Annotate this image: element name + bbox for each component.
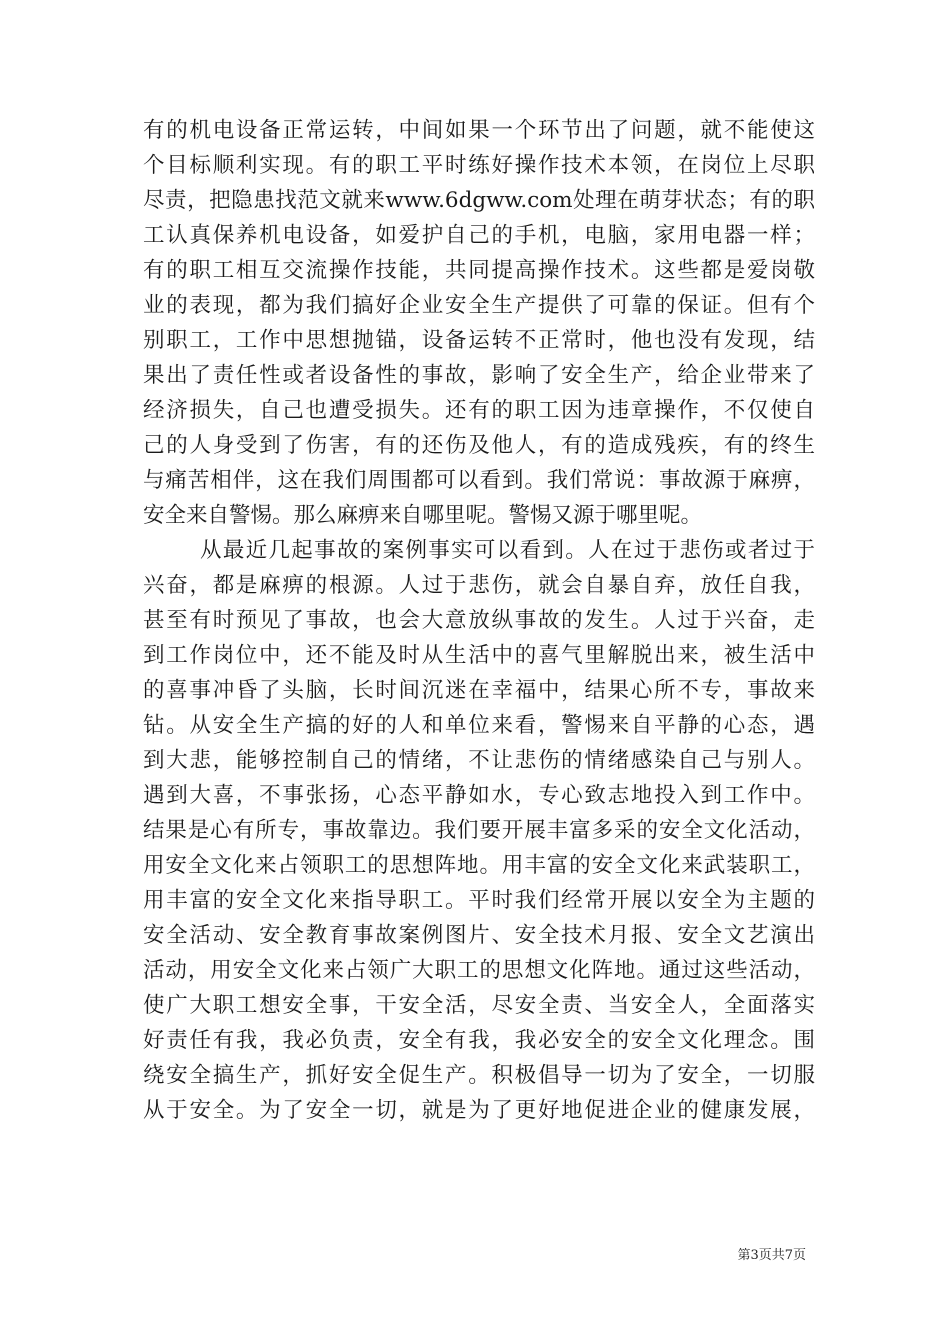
text-line: 的喜事冲昏了头脑，长时间沉迷在幸福中，结果心所不专，事故来	[143, 678, 815, 703]
page-number: 第3页共7页	[737, 1248, 806, 1263]
text-line: 有的职工相互交流操作技能，共同提高操作技术。这些都是爱岗敬	[143, 258, 815, 283]
text-line: 个目标顺利实现。有的职工平时练好操作技术本领，在岗位上尽职	[143, 153, 815, 178]
text-line: 遇到大喜，不事张扬，心态平静如水，专心致志地投入到工作中。	[143, 783, 815, 808]
text-line: 兴奋，都是麻痹的根源。人过于悲伤，就会自暴自弃，放任自我，	[143, 573, 815, 598]
text-line: 甚至有时预见了事故，也会大意放纵事故的发生。人过于兴奋，走	[143, 608, 815, 633]
text-line: 用安全文化来占领职工的思想阵地。用丰富的安全文化来武装职工，	[143, 853, 815, 878]
document-body	[143, 113, 815, 1128]
text-line: 用丰富的安全文化来指导职工。平时我们经常开展以安全为主题的	[143, 888, 815, 913]
text-line: 业的表现，都为我们搞好企业安全生产提供了可靠的保证。但有个	[143, 293, 815, 318]
text-line: 有的机电设备正常运转，中间如果一个环节出了问题，就不能使这	[143, 118, 815, 143]
text-line: 己的人身受到了伤害，有的还伤及他人，有的造成残疾，有的终生	[143, 433, 815, 458]
text-line: 结果是心有所专，事故靠边。我们要开展丰富多采的安全文化活动，	[143, 818, 815, 843]
text-line: 从最近几起事故的案例事实可以看到。人在过于悲伤或者过于	[200, 538, 815, 563]
text-line: 尽责，把隐患找范文就来www.6dgww.com处理在萌芽状态；有的职	[143, 188, 815, 213]
text-line: 从于安全。为了安全一切，就是为了更好地促进企业的健康发展，	[143, 1098, 815, 1123]
text-line: 活动，用安全文化来占领广大职工的思想文化阵地。通过这些活动，	[143, 958, 815, 983]
text-line: 果出了责任性或者设备性的事故，影响了安全生产，给企业带来了	[143, 363, 815, 388]
paragraph	[143, 533, 815, 1128]
text-line: 安全来自警惕。那么麻痹来自哪里呢。警惕又源于哪里呢。	[143, 503, 703, 528]
text-line: 经济损失，自己也遭受损失。还有的职工因为违章操作，不仅使自	[143, 398, 815, 423]
text-line: 使广大职工想安全事，干安全活，尽安全责、当安全人，全面落实	[143, 993, 815, 1018]
text-line: 安全活动、安全教育事故案例图片、安全技术月报、安全文艺演出	[143, 923, 815, 948]
paragraph	[143, 113, 815, 533]
text-line: 好责任有我，我必负责，安全有我，我必安全的安全文化理念。围	[143, 1028, 815, 1053]
text-line: 绕安全搞生产，抓好安全促生产。积极倡导一切为了安全，一切服	[143, 1063, 815, 1088]
text-line: 钻。从安全生产搞的好的人和单位来看，警惕来自平静的心态，遇	[143, 713, 815, 738]
text-line: 与痛苦相伴，这在我们周围都可以看到。我们常说：事故源于麻痹，	[143, 468, 815, 493]
text-line: 到大悲，能够控制自己的情绪，不让悲伤的情绪感染自己与别人。	[143, 748, 815, 773]
text-line: 别职工，工作中思想抛锚，设备运转不正常时，他也没有发现，结	[143, 328, 815, 353]
text-line: 到工作岗位中，还不能及时从生活中的喜气里解脱出来，被生活中	[143, 643, 815, 668]
text-line: 工认真保养机电设备，如爱护自己的手机，电脑，家用电器一样；	[143, 223, 815, 248]
